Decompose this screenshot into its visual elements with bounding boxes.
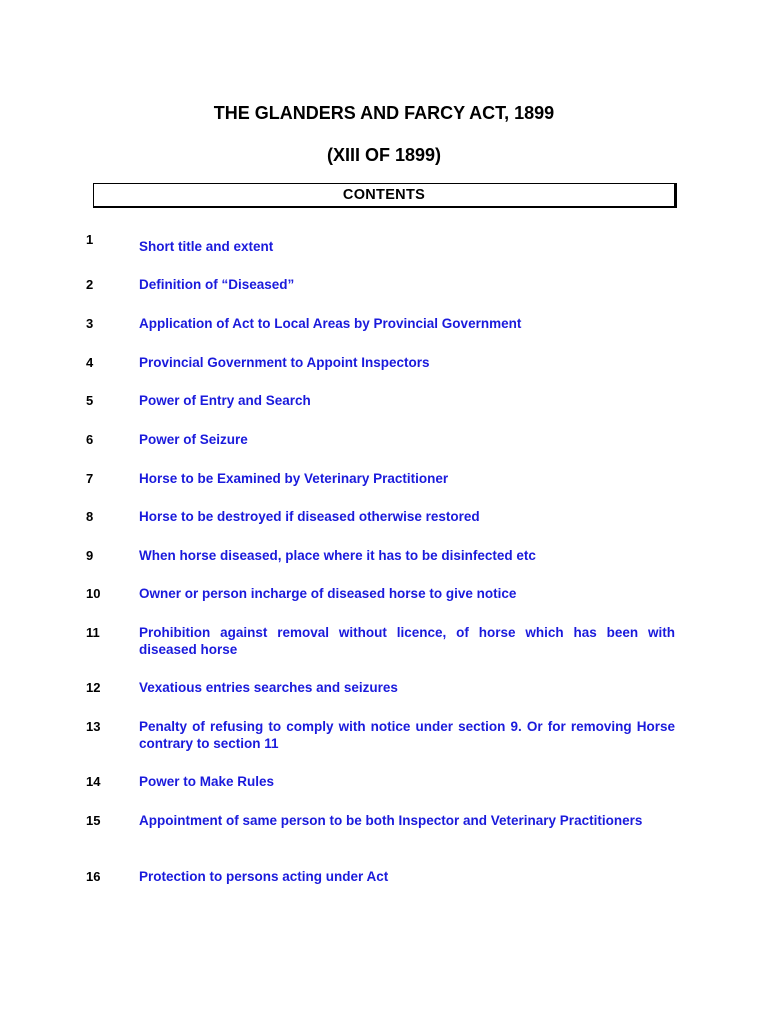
toc-item-number: 7	[86, 471, 94, 486]
toc-link-vexatious-entries[interactable]: Vexatious entries searches and seizures	[139, 680, 398, 695]
toc-item-number: 8	[86, 509, 94, 524]
toc-item-number: 13	[86, 719, 101, 734]
toc-item-number: 1	[86, 232, 94, 247]
toc-link-protection-persons[interactable]: Protection to persons acting under Act	[139, 869, 389, 884]
toc-link-prohibition-removal[interactable]: Prohibition against removal without licence, of horse which has been with diseased horse	[139, 625, 675, 657]
toc-item-number: 15	[86, 813, 101, 828]
toc-item-number: 2	[86, 277, 94, 292]
toc-item-number: 3	[86, 316, 94, 331]
document-title: THE GLANDERS AND FARCY ACT, 1899	[213, 103, 555, 123]
toc-link-penalty-refusing[interactable]: Penalty of refusing to comply with notice under section 9. Or for removing Horse contrary to section 11	[139, 719, 675, 751]
toc-item-number: 10	[86, 586, 101, 601]
toc-link-appointment-same-person[interactable]: Appointment of same person to be both Inspector and Veterinary Practitioners	[139, 813, 643, 828]
toc-item-number: 12	[86, 680, 101, 695]
toc-item-number: 4	[86, 355, 94, 370]
toc-item-number: 11	[86, 625, 100, 640]
toc-link-power-of-entry[interactable]: Power of Entry and Search	[139, 393, 311, 408]
toc-item-number: 14	[86, 774, 101, 789]
toc-link-horse-disinfected[interactable]: When horse diseased, place where it has to be disinfected etc	[139, 548, 536, 563]
toc-link-owner-notice[interactable]: Owner or person incharge of diseased horse to give notice	[139, 586, 517, 601]
toc-link-definition-diseased[interactable]: Definition of “Diseased”	[139, 277, 295, 292]
toc-link-short-title[interactable]: Short title and extent	[139, 239, 274, 254]
toc-link-appoint-inspectors[interactable]: Provincial Government to Appoint Inspectors	[139, 355, 430, 370]
toc-item-number: 16	[86, 869, 101, 884]
toc-item-number: 6	[86, 432, 94, 447]
toc-link-horse-examined[interactable]: Horse to be Examined by Veterinary Practitioner	[139, 471, 449, 486]
toc-item-number: 5	[86, 393, 94, 408]
toc-item-number: 9	[86, 548, 94, 563]
toc-link-power-make-rules[interactable]: Power to Make Rules	[139, 774, 275, 789]
contents-heading: CONTENTS	[93, 183, 677, 208]
toc-link-application-of-act[interactable]: Application of Act to Local Areas by Provincial Government	[139, 316, 522, 331]
toc-link-horse-destroyed[interactable]: Horse to be destroyed if diseased otherwise restored	[139, 509, 480, 524]
document-subtitle: (XIII OF 1899)	[326, 145, 442, 165]
toc-link-power-of-seizure[interactable]: Power of Seizure	[139, 432, 248, 447]
